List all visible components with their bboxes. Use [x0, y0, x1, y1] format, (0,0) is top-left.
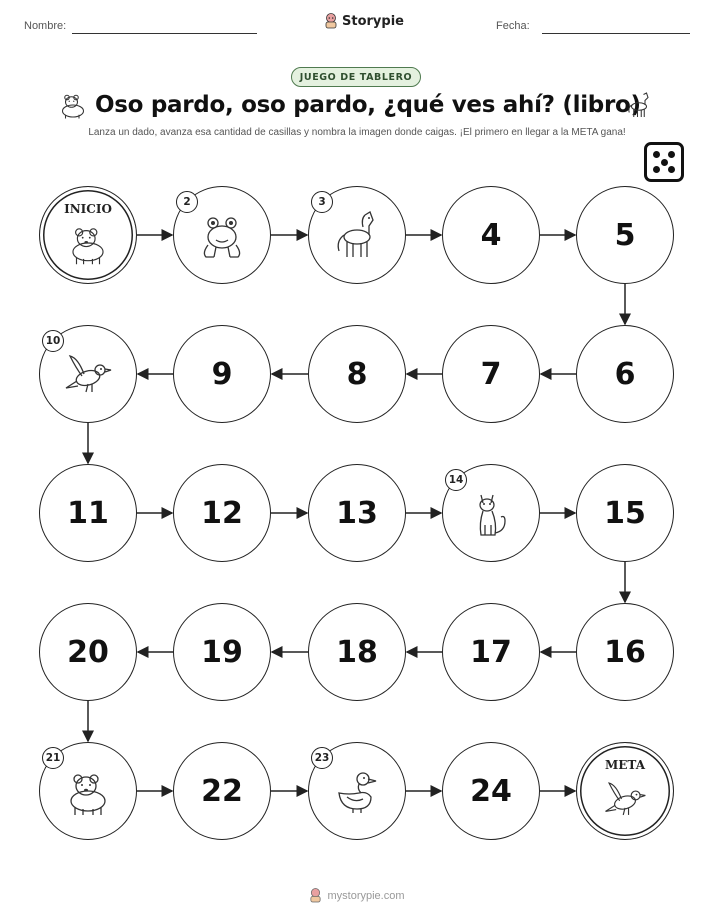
board-space-4: [442, 186, 540, 284]
space-number-badge: 23: [311, 747, 333, 769]
board-space-19: [173, 603, 271, 701]
space-number: 4: [480, 217, 502, 253]
board-space-8: [308, 325, 406, 423]
space-number-badge: 10: [42, 330, 64, 352]
bear-icon: [62, 765, 114, 817]
finish-space: [576, 742, 674, 840]
space-number: 20: [67, 634, 109, 670]
board-space-10: [39, 325, 137, 423]
board-space-11: [39, 464, 137, 562]
frog-icon: [196, 209, 248, 261]
board-space-20: [39, 603, 137, 701]
space-number-badge: 21: [42, 747, 64, 769]
game-type-badge: JUEGO DE TABLERO: [291, 67, 421, 87]
board-space-24: [442, 742, 540, 840]
space-number: 7: [480, 356, 502, 392]
space-number: 13: [336, 495, 378, 531]
space-number: 24: [470, 773, 512, 809]
board-space-3: [308, 186, 406, 284]
board-space-21: [39, 742, 137, 840]
footer: [0, 888, 714, 903]
footer-url: mystorypie.com: [327, 889, 405, 902]
space-number: 5: [614, 217, 636, 253]
space-number: 16: [604, 634, 646, 670]
space-number-badge: 3: [311, 191, 333, 213]
board-space-9: [173, 325, 271, 423]
space-number: 15: [604, 495, 646, 531]
space-number: 11: [67, 495, 109, 531]
space-number: 6: [614, 356, 636, 392]
space-number: 12: [201, 495, 243, 531]
board-space-5: [576, 186, 674, 284]
space-number-badge: 14: [445, 469, 467, 491]
board-space-22: [173, 742, 271, 840]
space-number: 19: [201, 634, 243, 670]
board-space-14: [442, 464, 540, 562]
space-number: 18: [336, 634, 378, 670]
board-space-23: [308, 742, 406, 840]
storypie-mascot-icon: [309, 888, 322, 903]
board-space-13: [308, 464, 406, 562]
instructions: Lanza un dado, avanza esa cantidad de casillas y nombra la imagen donde caigas. ¡El primero en llegar a la META gana!: [88, 127, 626, 138]
page-title: Oso pardo, oso pardo, ¿qué ves ahí? (libro): [95, 92, 641, 118]
start-label: INICIO: [64, 202, 112, 216]
board-space-17: [442, 603, 540, 701]
board-space-16: [576, 603, 674, 701]
name-label: Nombre:: [24, 20, 67, 32]
space-number: 8: [346, 356, 368, 392]
board-space-15: [576, 464, 674, 562]
bear-icon: [65, 220, 111, 266]
board-space-6: [576, 325, 674, 423]
duck-icon: [331, 765, 383, 817]
finish-label: META: [604, 758, 645, 772]
horse-icon: [331, 209, 383, 261]
brand-name: Storypie: [342, 13, 404, 29]
space-number: 22: [201, 773, 243, 809]
space-number-badge: 2: [176, 191, 198, 213]
bird-icon: [602, 776, 648, 822]
board-space-2: [173, 186, 271, 284]
board-space-18: [308, 603, 406, 701]
board-space-12: [173, 464, 271, 562]
board-space-7: [442, 325, 540, 423]
start-space: [39, 186, 137, 284]
cat-icon: [465, 487, 517, 539]
space-number: 9: [211, 356, 233, 392]
bird-icon: [62, 348, 114, 400]
space-number: 17: [470, 634, 512, 670]
date-label: Fecha:: [496, 20, 530, 32]
